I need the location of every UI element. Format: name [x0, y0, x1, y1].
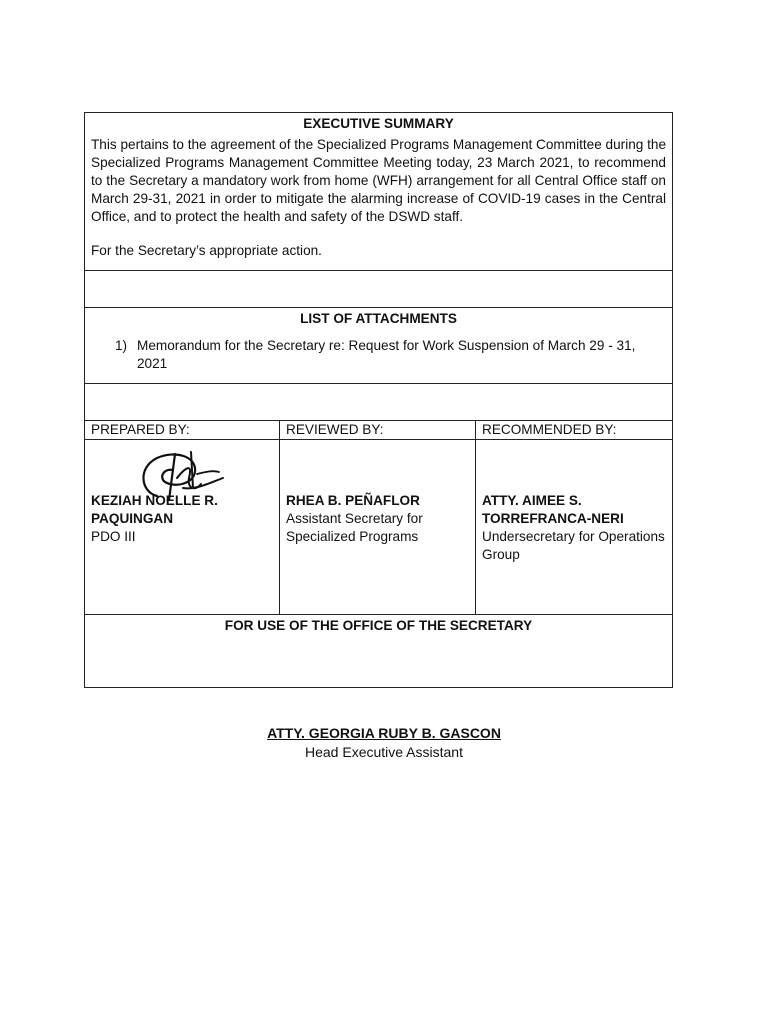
reviewer-title: Assistant Secretary for Specialized Programs — [286, 511, 423, 544]
spacer-row — [85, 384, 673, 421]
recommender-title: Undersecretary for Operations Group — [482, 529, 665, 562]
head-signatory — [0, 724, 768, 762]
spacer-cell — [85, 384, 673, 421]
summary-row — [85, 113, 673, 271]
signatory-labels-row — [85, 421, 673, 440]
recommended-by-label: RECOMMENDED BY: — [476, 421, 673, 440]
attachments-row — [85, 308, 673, 384]
office-use-cell — [85, 615, 673, 688]
reviewed-by-label: REVIEWED BY: — [280, 421, 476, 440]
executive-summary-form — [84, 112, 673, 688]
preparer-name: KEZIAH NOELLE R. PAQUINGAN — [91, 493, 218, 526]
attachment-text: Memorandum for the Secretary re: Request for Work Suspension of March 29 - 31, 2021 — [137, 338, 636, 371]
attachment-item — [91, 337, 666, 373]
office-use-row — [85, 615, 673, 688]
reviewed-by-cell — [280, 440, 476, 615]
office-use-heading: FOR USE OF THE OFFICE OF THE SECRETARY — [224, 618, 533, 633]
attachments-heading: LIST OF ATTACHMENTS — [300, 311, 457, 326]
prepared-by-label: PREPARED BY: — [85, 421, 280, 440]
spacer-row — [85, 271, 673, 308]
attachments-list — [91, 337, 666, 373]
attachments-cell — [85, 308, 673, 384]
summary-action: For the Secretary’s appropriate action. — [91, 243, 322, 258]
signatory-names-row — [85, 440, 673, 615]
attachment-number: 1) — [115, 338, 128, 353]
summary-heading: EXECUTIVE SUMMARY — [303, 116, 454, 131]
prepared-by-cell — [85, 440, 280, 615]
spacer-cell — [85, 271, 673, 308]
preparer-title: PDO III — [91, 529, 136, 544]
signature-image — [135, 448, 225, 508]
head-name: ATTY. GEORGIA RUBY B. GASCON — [267, 725, 501, 741]
recommended-by-cell — [476, 440, 673, 615]
summary-cell — [85, 113, 673, 271]
head-title: Head Executive Assistant — [305, 744, 463, 760]
summary-body: This pertains to the agreement of the Specialized Programs Management Committee during the Specialized Programs Management Committee Meeting today, 23 March 2021, to recommend to the Secretary a mandatory work from home (WFH) arrangement for all Central Office staff on March 29-31, 2021 in order to mitigate the alarming increase of COVID-19 cases in the Central Office, and to protect the health and safety of the DSWD staff. — [91, 137, 667, 224]
recommender-name: ATTY. AIMEE S. TORREFRANCA-NERI — [482, 493, 624, 526]
reviewer-name: RHEA B. PEÑAFLOR — [286, 493, 420, 508]
